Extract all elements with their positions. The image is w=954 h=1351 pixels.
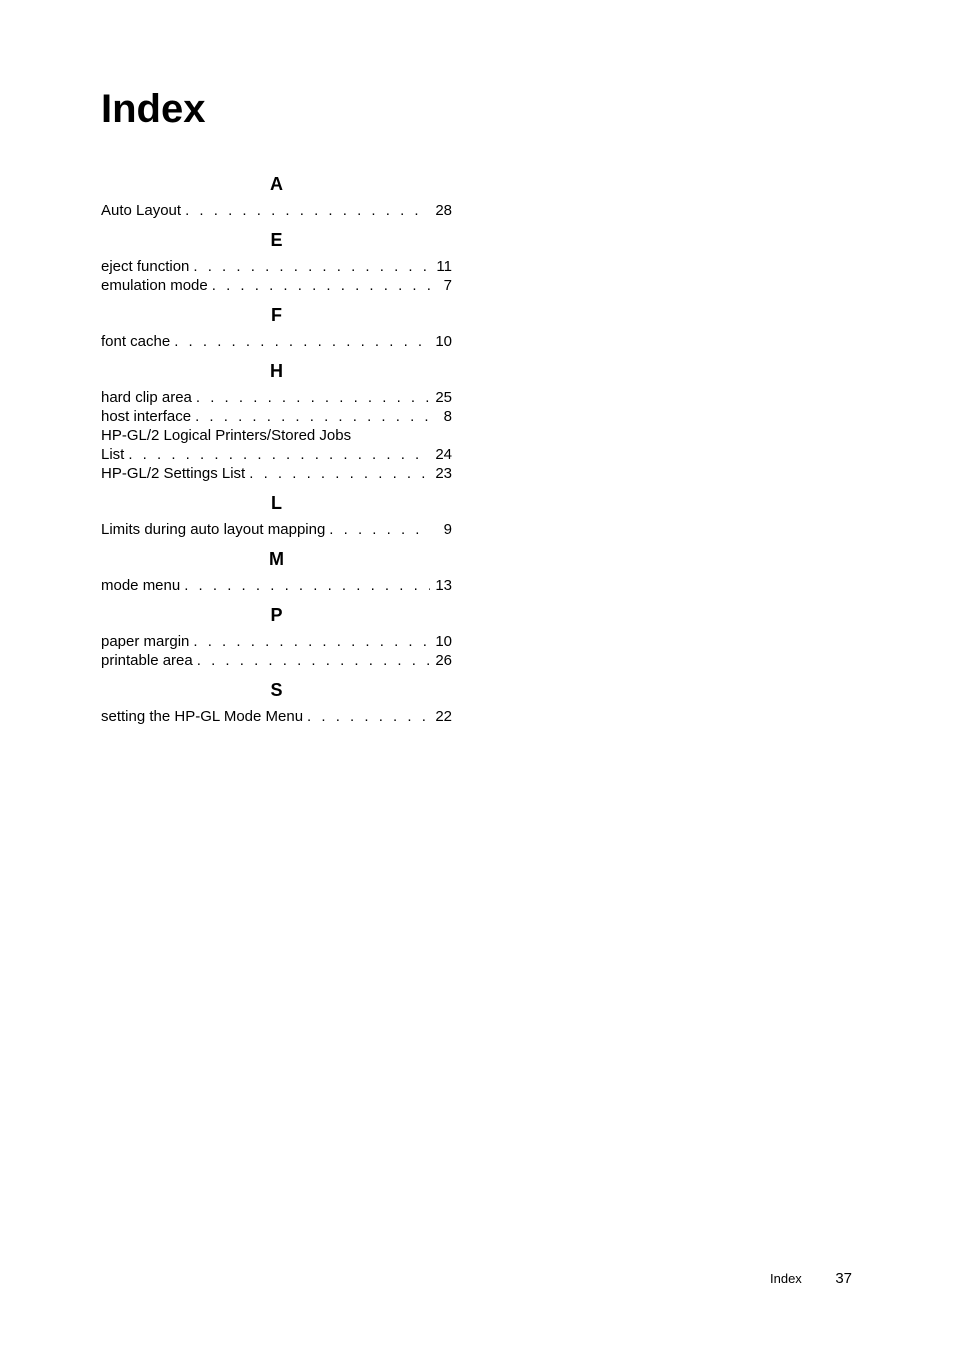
dot-leader (249, 464, 430, 483)
index-page-number: 8 (443, 408, 452, 425)
index-group-p (101, 632, 452, 670)
index-page-number: 11 (436, 258, 452, 275)
dot-leader (195, 407, 430, 426)
index-group-s (101, 707, 452, 726)
index-entry (101, 576, 452, 595)
index-entry (101, 332, 452, 351)
index-list (101, 170, 452, 732)
index-page-number: 7 (443, 277, 452, 294)
index-letter-heading: A (270, 174, 283, 194)
index-entry (101, 407, 452, 426)
index-letter-heading: L (271, 493, 282, 513)
index-term: paper margin (101, 633, 190, 650)
dot-leader (128, 445, 430, 464)
index-page-number: 10 (435, 333, 452, 350)
index-group-l (101, 520, 452, 539)
index-term: setting the HP-GL Mode Menu (101, 708, 304, 725)
footer-section-label: Index (770, 1271, 802, 1286)
index-entry (101, 520, 452, 539)
index-page-number: 10 (435, 633, 452, 650)
dot-leader (174, 332, 430, 351)
index-entry (101, 651, 452, 670)
index-letter-heading: S (270, 680, 283, 700)
index-entry (101, 276, 452, 295)
index-group-m (101, 576, 452, 595)
index-term: mode menu (101, 577, 181, 594)
index-term: Limits during auto layout mapping (101, 521, 326, 538)
dot-leader (307, 707, 430, 726)
index-entry (101, 707, 452, 726)
index-letter-heading: H (270, 361, 283, 381)
index-term: hard clip area (101, 389, 192, 406)
dot-leader (197, 651, 430, 670)
index-page-number: 22 (435, 708, 452, 725)
index-entry (101, 201, 452, 220)
index-term: host interface (101, 408, 192, 425)
index-group-e (101, 257, 452, 295)
index-letter-heading: P (270, 605, 283, 625)
dot-leader (184, 576, 430, 595)
index-term: Auto Layout (101, 202, 182, 219)
page-footer (770, 1270, 852, 1290)
index-term: printable area (101, 652, 193, 669)
index-entry (101, 632, 452, 651)
index-page-number: 28 (435, 202, 452, 219)
index-term: eject function (101, 258, 190, 275)
index-group-f (101, 332, 452, 351)
dot-leader (193, 632, 430, 651)
index-entry (101, 445, 452, 464)
index-page-number: 13 (435, 577, 452, 594)
index-group-h (101, 388, 452, 483)
index-page-number: 26 (435, 652, 452, 669)
index-entry (101, 464, 452, 483)
index-term: emulation mode (101, 277, 208, 294)
index-term: font cache (101, 333, 171, 350)
page-title: Index (101, 87, 206, 131)
dot-leader (196, 388, 430, 407)
dot-leader (193, 257, 430, 276)
index-group-a (101, 201, 452, 220)
index-entry (101, 388, 452, 407)
index-page-number: 25 (435, 389, 452, 406)
index-page-number: 23 (435, 465, 452, 482)
index-page-number: 24 (435, 446, 452, 463)
dot-leader (185, 201, 430, 220)
dot-leader (329, 520, 430, 539)
index-term: List (101, 446, 125, 463)
index-term-line1: HP-GL/2 Logical Printers/Stored Jobs (101, 427, 352, 444)
index-term: HP-GL/2 Settings List (101, 465, 246, 482)
index-entry (101, 257, 452, 276)
index-page-number: 9 (443, 521, 452, 538)
dot-leader (212, 276, 430, 295)
footer-page-number: 37 (835, 1270, 852, 1287)
index-letter-heading: F (271, 305, 282, 325)
index-letter-heading: E (270, 230, 283, 250)
index-letter-heading: M (269, 549, 284, 569)
